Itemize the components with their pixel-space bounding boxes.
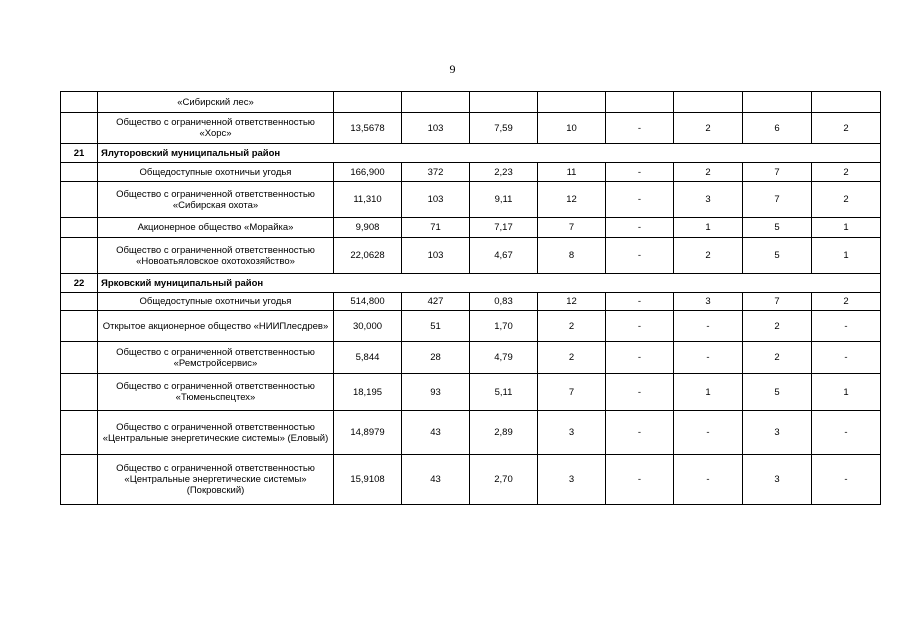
value-cell: 2 bbox=[538, 311, 606, 342]
value-cell: 18,195 bbox=[334, 374, 402, 411]
value-cell: 2 bbox=[674, 113, 743, 144]
value-cell bbox=[606, 92, 674, 113]
organization-name-cell: Акционерное общество «Морайка» bbox=[98, 218, 334, 238]
value-cell: - bbox=[606, 411, 674, 455]
district-number: 21 bbox=[61, 144, 98, 163]
organization-name-cell: Общество с ограниченной ответственностью «Центральные энергетические системы» (Покровский) bbox=[98, 455, 334, 505]
page-number: 9 bbox=[449, 62, 456, 76]
value-cell: 1 bbox=[812, 374, 881, 411]
value-cell: 2 bbox=[812, 113, 881, 144]
value-cell: 2,89 bbox=[470, 411, 538, 455]
value-cell: 5 bbox=[743, 238, 812, 274]
value-cell: 14,8979 bbox=[334, 411, 402, 455]
organization-name-cell: Общедоступные охотничьи угодья bbox=[98, 293, 334, 311]
value-cell: - bbox=[606, 293, 674, 311]
value-cell: 13,5678 bbox=[334, 113, 402, 144]
value-cell: 7 bbox=[743, 163, 812, 182]
table-row bbox=[61, 293, 881, 311]
value-cell: 3 bbox=[674, 293, 743, 311]
value-cell: 6 bbox=[743, 113, 812, 144]
value-cell: 28 bbox=[402, 342, 470, 374]
value-cell: 7,17 bbox=[470, 218, 538, 238]
value-cell: 15,9108 bbox=[334, 455, 402, 505]
value-cell: 5 bbox=[743, 374, 812, 411]
value-cell: 7 bbox=[743, 182, 812, 218]
value-cell: 22,0628 bbox=[334, 238, 402, 274]
organization-name-cell: Общество с ограниченной ответственностью «Новоатьяловское охотохозяйство» bbox=[98, 238, 334, 274]
row-number-cell bbox=[61, 374, 98, 411]
value-cell: 1 bbox=[812, 238, 881, 274]
value-cell: 1 bbox=[674, 218, 743, 238]
value-cell: 166,900 bbox=[334, 163, 402, 182]
value-cell: 93 bbox=[402, 374, 470, 411]
value-cell: - bbox=[606, 163, 674, 182]
table-row bbox=[61, 311, 881, 342]
value-cell: 1,70 bbox=[470, 311, 538, 342]
value-cell: - bbox=[812, 342, 881, 374]
value-cell: 8 bbox=[538, 238, 606, 274]
value-cell: 5 bbox=[743, 218, 812, 238]
value-cell: 12 bbox=[538, 182, 606, 218]
value-cell: 3 bbox=[538, 455, 606, 505]
row-number-cell bbox=[61, 113, 98, 144]
value-cell: - bbox=[606, 113, 674, 144]
value-cell: 4,79 bbox=[470, 342, 538, 374]
table-row bbox=[61, 218, 881, 238]
table-row bbox=[61, 92, 881, 113]
table-row bbox=[61, 455, 881, 505]
table-row bbox=[61, 411, 881, 455]
organization-name-cell: Общество с ограниченной ответственностью «Хорс» bbox=[98, 113, 334, 144]
value-cell: 2,23 bbox=[470, 163, 538, 182]
value-cell: 7 bbox=[538, 374, 606, 411]
table-body bbox=[61, 92, 881, 505]
organization-name-cell: Общество с ограниченной ответственностью «Центральные энергетические системы» (Еловый) bbox=[98, 411, 334, 455]
value-cell: 11 bbox=[538, 163, 606, 182]
value-cell: - bbox=[606, 455, 674, 505]
value-cell: 2 bbox=[674, 238, 743, 274]
value-cell: 103 bbox=[402, 182, 470, 218]
table-row bbox=[61, 342, 881, 374]
district-row bbox=[61, 274, 881, 293]
row-number-cell bbox=[61, 92, 98, 113]
value-cell: 7 bbox=[538, 218, 606, 238]
value-cell: 103 bbox=[402, 238, 470, 274]
value-cell: 2 bbox=[674, 163, 743, 182]
value-cell: 103 bbox=[402, 113, 470, 144]
district-row bbox=[61, 144, 881, 163]
value-cell: - bbox=[674, 411, 743, 455]
value-cell: - bbox=[674, 311, 743, 342]
value-cell: 7 bbox=[743, 293, 812, 311]
table-row bbox=[61, 182, 881, 218]
value-cell: 9,908 bbox=[334, 218, 402, 238]
value-cell: 43 bbox=[402, 455, 470, 505]
value-cell: 30,000 bbox=[334, 311, 402, 342]
value-cell: 3 bbox=[674, 182, 743, 218]
value-cell: 3 bbox=[743, 455, 812, 505]
district-name: Ярковский муниципальный район bbox=[98, 274, 881, 293]
table-row bbox=[61, 374, 881, 411]
organization-name-cell: Общество с ограниченной ответственностью «Тюменьспецтех» bbox=[98, 374, 334, 411]
value-cell: - bbox=[674, 342, 743, 374]
value-cell: 5,844 bbox=[334, 342, 402, 374]
row-number-cell bbox=[61, 342, 98, 374]
value-cell: 0,83 bbox=[470, 293, 538, 311]
value-cell: - bbox=[812, 411, 881, 455]
value-cell: 2 bbox=[812, 163, 881, 182]
value-cell: 12 bbox=[538, 293, 606, 311]
value-cell: 1 bbox=[812, 218, 881, 238]
organization-name-cell: «Сибирский лес» bbox=[98, 92, 334, 113]
row-number-cell bbox=[61, 311, 98, 342]
table-row bbox=[61, 163, 881, 182]
value-cell: 1 bbox=[674, 374, 743, 411]
value-cell: 427 bbox=[402, 293, 470, 311]
value-cell: 3 bbox=[538, 411, 606, 455]
value-cell: - bbox=[606, 218, 674, 238]
value-cell: - bbox=[606, 374, 674, 411]
value-cell: - bbox=[812, 311, 881, 342]
value-cell bbox=[470, 92, 538, 113]
value-cell bbox=[334, 92, 402, 113]
hunting-grounds-table bbox=[60, 91, 881, 505]
value-cell: 2 bbox=[812, 293, 881, 311]
row-number-cell bbox=[61, 163, 98, 182]
value-cell: - bbox=[812, 455, 881, 505]
organization-name-cell: Общество с ограниченной ответственностью «Сибирская охота» bbox=[98, 182, 334, 218]
row-number-cell bbox=[61, 218, 98, 238]
value-cell: 43 bbox=[402, 411, 470, 455]
value-cell: 10 bbox=[538, 113, 606, 144]
value-cell: - bbox=[606, 238, 674, 274]
value-cell: 372 bbox=[402, 163, 470, 182]
value-cell: 2 bbox=[812, 182, 881, 218]
value-cell: - bbox=[606, 182, 674, 218]
value-cell: 9,11 bbox=[470, 182, 538, 218]
value-cell bbox=[674, 92, 743, 113]
row-number-cell bbox=[61, 455, 98, 505]
value-cell bbox=[743, 92, 812, 113]
value-cell: 2 bbox=[743, 342, 812, 374]
value-cell: 2 bbox=[538, 342, 606, 374]
row-number-cell bbox=[61, 238, 98, 274]
value-cell: 2 bbox=[743, 311, 812, 342]
row-number-cell bbox=[61, 293, 98, 311]
value-cell: 4,67 bbox=[470, 238, 538, 274]
value-cell: 5,11 bbox=[470, 374, 538, 411]
district-name: Ялуторовский муниципальный район bbox=[98, 144, 881, 163]
table-row bbox=[61, 238, 881, 274]
value-cell: - bbox=[606, 342, 674, 374]
value-cell: 11,310 bbox=[334, 182, 402, 218]
value-cell bbox=[538, 92, 606, 113]
table-row bbox=[61, 113, 881, 144]
organization-name-cell: Открытое акционерное общество «НИИПлесдрев» bbox=[98, 311, 334, 342]
value-cell: 3 bbox=[743, 411, 812, 455]
value-cell: 2,70 bbox=[470, 455, 538, 505]
value-cell: 51 bbox=[402, 311, 470, 342]
organization-name-cell: Общедоступные охотничьи угодья bbox=[98, 163, 334, 182]
row-number-cell bbox=[61, 182, 98, 218]
value-cell bbox=[402, 92, 470, 113]
value-cell: - bbox=[674, 455, 743, 505]
district-number: 22 bbox=[61, 274, 98, 293]
value-cell: - bbox=[606, 311, 674, 342]
value-cell: 7,59 bbox=[470, 113, 538, 144]
value-cell bbox=[812, 92, 881, 113]
value-cell: 71 bbox=[402, 218, 470, 238]
organization-name-cell: Общество с ограниченной ответственностью «Ремстройсервис» bbox=[98, 342, 334, 374]
row-number-cell bbox=[61, 411, 98, 455]
value-cell: 514,800 bbox=[334, 293, 402, 311]
